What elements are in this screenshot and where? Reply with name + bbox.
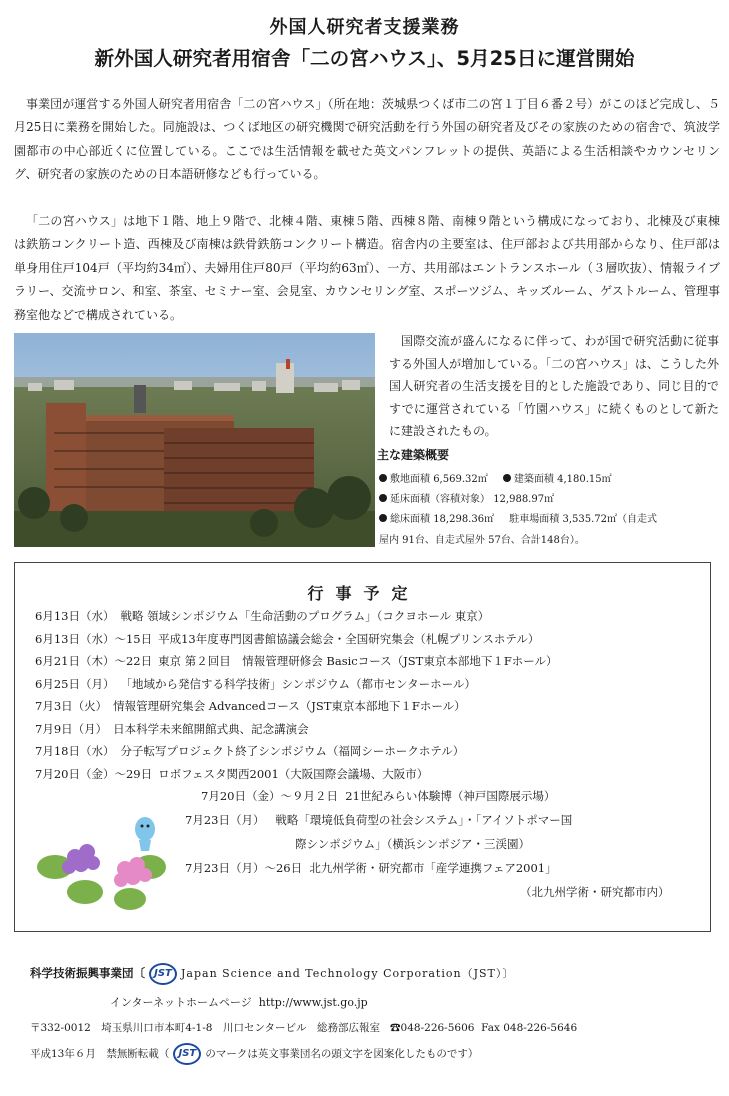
building-photo — [14, 333, 375, 547]
spec-row — [379, 510, 721, 530]
event-item — [35, 695, 705, 718]
footer-address — [30, 1020, 577, 1035]
events-box — [14, 562, 711, 932]
bullet-icon — [503, 474, 511, 482]
event-item — [35, 650, 705, 673]
event-text: ロボフェスタ関西2001（大阪国際会議場、大阪市） — [158, 766, 429, 781]
event-text: 北九州学術・研究都市「産学連携フェア2001」 — [309, 861, 557, 875]
event-date: 7月20日（金）～29日 — [35, 766, 153, 781]
event-item — [35, 605, 705, 628]
sub-event — [201, 785, 555, 808]
spec-value: 18,298.36㎡ — [433, 514, 495, 526]
publication-date: 平成13年６月 禁無断転載（ — [30, 1048, 170, 1060]
spec-label: 延床面積（容積対象） — [390, 494, 490, 506]
sub-event — [185, 857, 557, 880]
event-item — [35, 673, 705, 696]
event-text: 情報管理研究集会 Advancedコース（JST東京本部地下１Fホール） — [113, 699, 466, 713]
event-date: 7月3日（火） — [35, 699, 108, 713]
spec-label: 建築面積 — [513, 474, 554, 485]
event-date: 7月23日（月）～26日 — [185, 861, 303, 875]
event-date: 7月23日（月） — [185, 813, 265, 827]
article-paragraph-3: 国際交流が盛んになるに伴って、わが国で研究活動に従事する外国人が増加している。「二の宮ハウス」は、こうした外国人研究者の生活支援を目的とした施設であり、同じ目的ですでに運営されている「竹園ハウス」に続くものとして新たに建設されたもの。 — [389, 334, 719, 439]
spec-row — [379, 490, 721, 510]
event-date: 6月13日（水）～15日 — [35, 631, 153, 646]
phone: ☎048-226-5606 — [390, 1022, 475, 1034]
event-text: 東京 第２回目 情報管理研修会 Basicコース（JST東京本部地下１Fホール） — [158, 654, 558, 668]
footer-notice — [30, 1043, 478, 1065]
event-text: 日本科学未来館開館式典、記念講演会 — [113, 721, 309, 736]
jst-logo-icon: JST — [173, 1043, 201, 1065]
homepage-label: インターネットホームページ — [110, 996, 252, 1009]
footer-homepage — [110, 994, 368, 1010]
events-list — [35, 605, 705, 785]
spec-value: 3,535.72㎡（自走式 — [562, 514, 657, 526]
spec-note: 屋内 91台、自走式屋外 57台、合計148台）。 — [379, 534, 585, 546]
article-paragraph-1: 事業団が運営する外国人研究者用宿舎「二の宮ハウス」（所在地：茨城県つくば市二の宮１丁目６番２号）がこのほど完成し、５月25日に業務を開始した。同施設は、つくば地区の研究機関で研究活動を行う外国の研究者及びその家族のための宿舎で、筑波学園都市の中心部近くに位置している。ここでは生活情報を載せた英文パンフレットの提供、英語による生活相談やカウンセリング、研究者の家族のための日本語研修なども行っている。 — [14, 97, 720, 182]
event-text: 21世紀みらい体験博（神戸国際展示場） — [345, 789, 556, 803]
bullet-icon — [379, 514, 387, 522]
event-text: 「地域から発信する科学技術」シンポジウム（都市センターホール） — [120, 676, 476, 691]
event-text: 平成13年度専門図書館協議会総会・全国研究集会（札幌プリンスホテル） — [158, 631, 540, 646]
spec-label: 敷地面積 — [390, 474, 430, 485]
section-kicker: 外国人研究者支援業務 — [269, 17, 460, 38]
spec-value: 6,569.32㎡ — [433, 474, 488, 485]
event-date: 7月18日（水） — [35, 744, 115, 758]
spec-title: 主な建築概要 — [377, 448, 450, 462]
event-item — [35, 763, 705, 786]
sub-event-continued: 際シンポジウム」（横浜シンポジア・三渓園） — [295, 837, 531, 851]
address: 〒332-0012 埼玉県川口市本町4-1-8 川口センタービル 総務部広報室 — [30, 1022, 381, 1034]
article-paragraph-2: 「二の宮ハウス」は地下１階、地上９階で、北棟４階、東棟５階、西棟８階、南棟９階という構成になっており、北棟及び東棟は鉄筋コンクリート造、西棟及び南棟は鉄骨鉄筋コンクリート構造。宿舎内の主要室は、住戸部および共用部からなり、住戸部は単身用住戸104戸（平均約34㎡）、夫婦用住戸80戸（平均約63㎡）、一方、共用部はエントランスホール（３層吹抜）、情報ライブラリー、交流サロン、和室、茶室、セミナー室、会見室、カウンセリング室、スポーツジム、キッズルーム、ゲストルーム、管理事務室他などで構成されている。 — [14, 214, 720, 322]
event-date: 7月9日（月） — [35, 721, 108, 736]
homepage-link[interactable]: http://www.jst.go.jp — [258, 996, 368, 1009]
sub-event-continued: （北九州学術・研究都市内） — [520, 885, 670, 899]
bullet-icon — [379, 474, 387, 482]
bullet-icon — [379, 494, 387, 502]
event-item — [35, 740, 705, 763]
spec-value: 12,988.97㎡ — [493, 494, 555, 506]
spec-label: 駐車場面積 — [509, 514, 560, 526]
event-date: 6月13日（水） — [35, 609, 115, 623]
event-item — [35, 718, 705, 741]
hydrangea-illustration — [35, 807, 185, 917]
org-name-en: Japan Science and Technology Corporation（JST）〕 — [181, 967, 515, 980]
event-text: 戦略 領域シンポジウム「生命活動のプログラム」（コクヨホール 東京） — [120, 609, 490, 623]
event-item — [35, 628, 705, 651]
page-headline: 新外国人研究者用宿舎「二の宮ハウス」、5月25日に運営開始 — [94, 47, 635, 70]
event-text: 戦略「環境低負荷型の社会システム」・「アイソトポマー国 — [275, 813, 573, 827]
event-date: 6月21日（木）～22日 — [35, 654, 153, 668]
footer-org — [30, 963, 514, 985]
spec-list — [379, 470, 721, 551]
event-text: 分子転写プロジェクト終了シンポジウム（福岡シーホークホテル） — [120, 744, 465, 758]
spec-row — [379, 531, 721, 551]
event-date: 6月25日（月） — [35, 676, 115, 691]
spec-row — [379, 470, 721, 490]
spec-label: 総床面積 — [390, 514, 430, 526]
logo-note: のマークは英文事業団名の頭文字を図案化したものです） — [205, 1048, 479, 1060]
event-date: 7月20日（金）～９月２日 — [201, 789, 338, 803]
sub-event — [185, 809, 572, 832]
jst-logo-icon: JST — [149, 963, 177, 985]
org-name: 科学技術振興事業団〔 — [30, 966, 145, 980]
fax: Fax 048-226-5646 — [481, 1022, 578, 1034]
events-title: 行事予定 — [307, 584, 420, 603]
spec-value: 4,180.15㎡ — [557, 474, 612, 485]
